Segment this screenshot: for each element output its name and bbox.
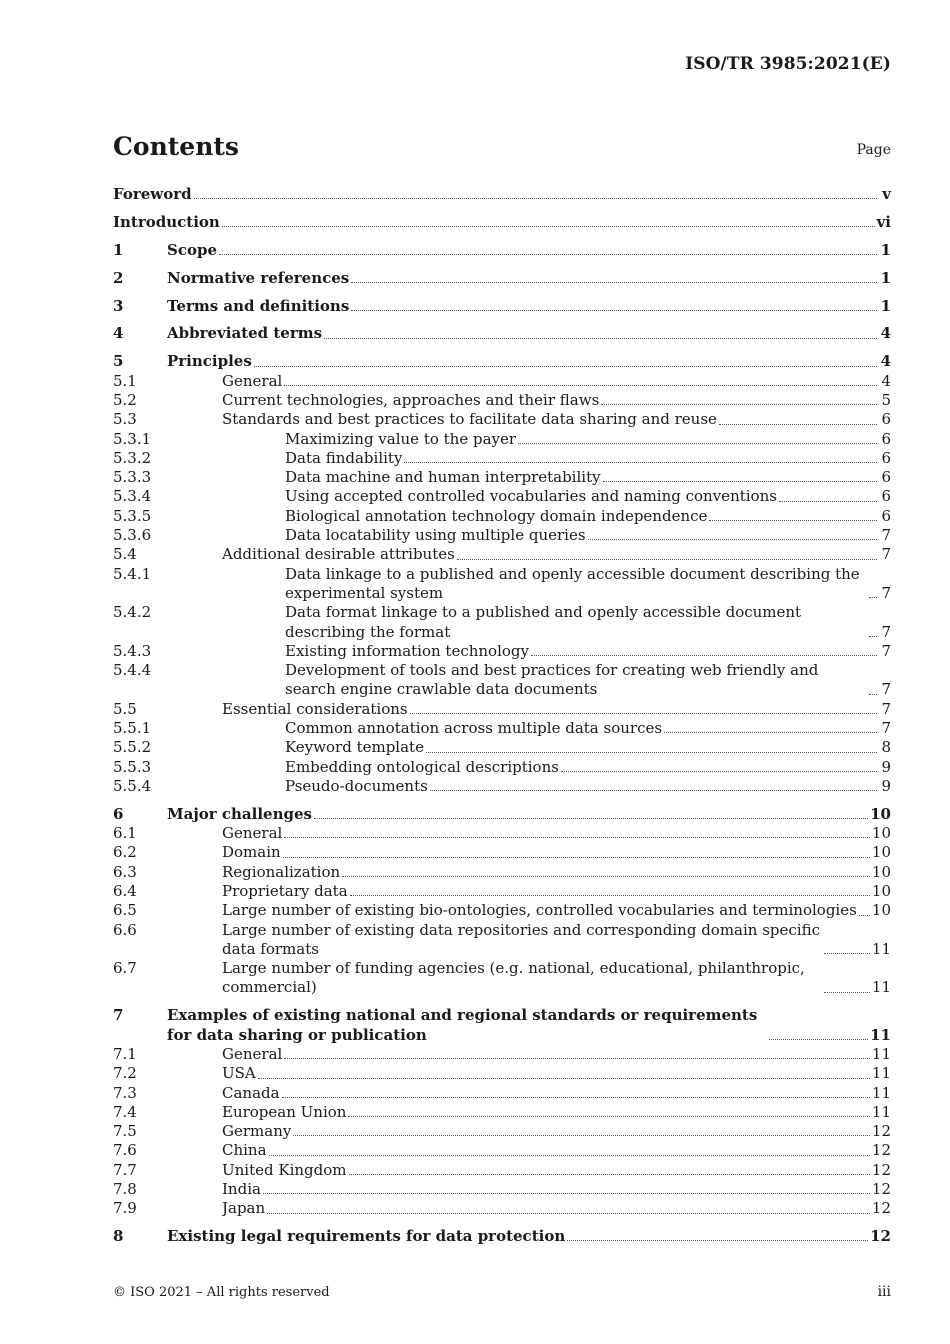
toc-entry-page: 1	[880, 268, 891, 287]
toc-entry-title: Canada	[222, 1083, 280, 1102]
toc-entry[interactable]	[113, 1103, 891, 1122]
toc-entry[interactable]	[113, 1006, 891, 1045]
toc-entry-title: Principles	[167, 352, 252, 371]
toc-entry[interactable]	[113, 269, 891, 288]
toc-entry[interactable]	[113, 738, 891, 757]
toc-entry-number: 7.9	[113, 1199, 137, 1218]
toc-entry-number: 5.5.1	[113, 718, 152, 737]
toc-entry-page: 12	[871, 1199, 891, 1218]
toc-entry-number: 6.4	[113, 881, 137, 900]
toc-entry-title: Biological annotation technology domain independence	[285, 506, 708, 525]
toc-entry[interactable]	[113, 719, 891, 738]
dot-leader	[263, 1192, 870, 1194]
toc-entry-number: 5.3	[113, 410, 137, 429]
toc-entry-title: India	[222, 1180, 261, 1198]
toc-entry[interactable]	[113, 1227, 891, 1246]
toc-entry-title: Terms and definitions	[167, 296, 350, 315]
toc-entry-number: 5.3.6	[113, 526, 152, 545]
toc-entry-number: 6.2	[113, 843, 137, 862]
toc-entry-title: Large number of funding agencies (e.g. national, educational, philanthropic, commercial)	[222, 959, 805, 997]
toc-entry[interactable]	[113, 1180, 891, 1199]
toc-entry-page: 7	[881, 680, 891, 699]
toc-entry-number: 5.3.1	[113, 429, 152, 448]
toc-entry-page: 7	[881, 545, 891, 564]
toc-entry-title: Using accepted controlled vocabularies and naming conventions	[285, 487, 777, 506]
dot-leader	[601, 403, 877, 405]
toc-entry-title: Introduction	[113, 212, 220, 231]
toc-entry-title: Data format linkage to a published and openly accessible document describing the format	[285, 603, 802, 641]
toc-entry-page: 12	[871, 1180, 891, 1198]
toc-entry[interactable]	[113, 1122, 891, 1141]
toc-entry[interactable]	[113, 805, 891, 824]
toc-entry-number: 6.1	[113, 824, 137, 843]
document-id: ISO/TR 3985:2021(E)	[685, 54, 891, 74]
toc-entry[interactable]	[113, 700, 891, 719]
toc-entry-number: 5.3.2	[113, 448, 152, 467]
toc-entry-number: 7.5	[113, 1122, 137, 1141]
dot-leader	[603, 480, 877, 482]
dot-leader	[282, 1096, 870, 1098]
toc-entry-number: 5.3.3	[113, 468, 152, 487]
dot-leader	[531, 654, 877, 656]
dot-leader	[293, 1134, 870, 1136]
toc-entry[interactable]	[113, 545, 891, 564]
toc-entry[interactable]	[113, 526, 891, 545]
toc-entry[interactable]	[113, 213, 891, 232]
dot-leader	[410, 712, 877, 714]
toc-entry-number: 6.7	[113, 959, 137, 978]
toc-entry-title: Japan	[222, 1199, 266, 1218]
toc-entry-page: 10	[871, 824, 891, 843]
toc-entry[interactable]	[113, 352, 891, 371]
toc-entry-title: Regionalization	[222, 862, 341, 881]
dot-leader	[457, 558, 877, 560]
toc-entry-title: Large number of existing bio-ontologies, controlled vocabularies and terminologies	[222, 901, 857, 920]
toc-entry-title: Pseudo-documents	[285, 776, 428, 795]
toc-entry-title: Data locatability using multiple queries	[285, 526, 586, 545]
toc-entry-page: v	[882, 185, 891, 203]
toc-entry-page: vi	[876, 212, 891, 231]
dot-leader	[869, 596, 877, 598]
dot-leader	[518, 442, 877, 444]
toc-entry[interactable]	[113, 758, 891, 777]
toc-entry-title: Current technologies, approaches and their flaws	[222, 390, 600, 409]
toc-entry[interactable]	[113, 1045, 891, 1064]
toc-entry-page: 1	[880, 296, 891, 315]
toc-entry-page: 10	[871, 881, 891, 900]
toc-entry-title: Proprietary data	[222, 881, 348, 900]
toc-entry-title: Normative references	[167, 268, 350, 287]
toc-entry-title: Common annotation across multiple data sources	[285, 718, 663, 737]
toc-entry[interactable]	[113, 959, 891, 998]
dot-leader	[351, 281, 877, 283]
toc-entry-page: 7	[881, 526, 891, 545]
toc-entry-page: 10	[871, 843, 891, 862]
dot-leader	[324, 337, 877, 339]
dot-leader	[769, 1038, 868, 1040]
toc-entry[interactable]	[113, 297, 891, 316]
toc-entry-page: 12	[871, 1160, 891, 1179]
toc-entry-page: 6	[881, 506, 891, 525]
toc-entry-page: 11	[871, 1102, 891, 1121]
toc-entry-number: 6	[113, 804, 124, 823]
toc-entry-title: European Union	[222, 1102, 347, 1121]
dot-leader	[258, 1077, 870, 1079]
toc-entry-number: 7.4	[113, 1102, 137, 1121]
toc-entry-page: 6	[881, 429, 891, 448]
toc-entry-number: 8	[113, 1227, 124, 1246]
toc-entry-page: 10	[871, 862, 891, 881]
dot-leader	[859, 914, 870, 916]
dot-leader	[561, 770, 877, 772]
toc-entry-page: 4	[880, 324, 891, 343]
toc-entry-title: United Kingdom	[222, 1160, 347, 1179]
toc-entry-number: 5.4.3	[113, 641, 152, 660]
toc-entry-number: 5.4	[113, 545, 137, 564]
toc-entry-number: 5.5.4	[113, 776, 152, 795]
toc-entry-number: 7.7	[113, 1160, 137, 1179]
toc-entry-page: 1	[880, 240, 891, 259]
toc-entry-page: 11	[871, 1083, 891, 1102]
toc-entry[interactable]	[113, 843, 891, 862]
toc-entry-page: 6	[881, 448, 891, 467]
toc-entry-number: 7.6	[113, 1141, 137, 1160]
toc-entry-title: Essential considerations	[222, 699, 408, 718]
toc-entry-title: Data linkage to a published and openly accessible document describing the experimental system	[285, 564, 860, 602]
dot-leader	[348, 1115, 869, 1117]
toc-entry-number: 5	[113, 352, 124, 371]
toc-entry-number: 5.4.1	[113, 564, 152, 583]
toc-entry[interactable]	[113, 642, 891, 661]
toc-entry-page: 7	[881, 622, 891, 641]
toc-entry-title: Development of tools and best practices for creating web friendly and search engine crawlable data documents	[285, 661, 819, 699]
toc-entry-title: Domain	[222, 843, 281, 862]
toc-entry-title: Examples of existing national and regional standards or requirements for data sharing or publication	[167, 1006, 758, 1044]
toc-entry-number: 2	[113, 268, 124, 287]
toc-entry-number: 7.1	[113, 1044, 137, 1063]
toc-entry[interactable]	[113, 507, 891, 526]
toc-entry[interactable]	[113, 1084, 891, 1103]
toc-entry[interactable]	[113, 324, 891, 343]
toc-entry-page: 11	[871, 978, 891, 997]
toc-entry-title: Keyword template	[285, 738, 424, 757]
dot-leader	[824, 991, 870, 993]
toc-entry-number: 6.6	[113, 920, 137, 939]
toc-entry-page: 9	[881, 776, 891, 795]
toc-entry-title: Abbreviated terms	[167, 324, 323, 343]
toc-entry[interactable]	[113, 603, 891, 642]
toc-entry-number: 4	[113, 324, 124, 343]
dot-leader	[351, 309, 877, 311]
dot-leader	[314, 817, 868, 819]
toc-entry[interactable]	[113, 661, 891, 700]
dot-leader	[404, 461, 877, 463]
toc-entry[interactable]	[113, 391, 891, 410]
toc-entry-title: Scope	[167, 240, 218, 259]
toc-entry-title: Data machine and human interpretability	[285, 468, 601, 487]
toc-entry-title: Data findability	[285, 448, 403, 467]
toc-entry[interactable]	[113, 1161, 891, 1180]
toc-entry-title: Maximizing value to the payer	[285, 429, 517, 448]
toc-entry[interactable]	[113, 921, 891, 960]
toc-entry-page: 12	[870, 1227, 891, 1246]
toc-entry-page: 10	[871, 901, 891, 920]
dot-leader	[719, 423, 877, 425]
dot-leader	[824, 952, 870, 954]
toc-entry-title: General	[222, 371, 283, 390]
toc-entry-page: 12	[871, 1141, 891, 1160]
toc-entry-page: 12	[871, 1122, 891, 1141]
toc-entry-page: 7	[881, 718, 891, 737]
toc-entry-title: General	[222, 1044, 283, 1063]
toc-entry-page: 4	[880, 352, 891, 371]
toc-entry-title: Embedding ontological descriptions	[285, 757, 559, 776]
toc-entry-number: 6.5	[113, 901, 137, 920]
toc-entry[interactable]	[113, 565, 891, 604]
toc-entry[interactable]	[113, 901, 891, 920]
toc-entry-page: 7	[881, 641, 891, 660]
toc-entry-title: Additional desirable attributes	[222, 545, 455, 564]
toc-entry-number: 7.2	[113, 1064, 137, 1083]
toc-entry[interactable]	[113, 185, 891, 204]
dot-leader	[430, 789, 877, 791]
toc-entry-title: Foreword	[113, 185, 192, 203]
toc-entry-page: 11	[871, 1044, 891, 1063]
page-column-label: Page	[856, 142, 891, 158]
dot-leader	[269, 1154, 870, 1156]
toc-entry-number: 5.4.2	[113, 603, 152, 622]
toc-entry-number: 5.5.2	[113, 738, 152, 757]
dot-leader	[426, 751, 877, 753]
dot-leader	[664, 731, 877, 733]
dot-leader	[222, 225, 875, 227]
dot-leader	[709, 519, 877, 521]
toc-entry-number: 7	[113, 1006, 124, 1025]
toc-entry[interactable]	[113, 372, 891, 391]
dot-leader	[342, 875, 870, 877]
toc-entry-title: Existing information technology	[285, 641, 529, 660]
toc-entry-title: General	[222, 824, 283, 843]
toc-entry-number: 5.5.3	[113, 757, 152, 776]
toc-entry-page: 11	[870, 1025, 891, 1044]
toc-entry-title: Large number of existing data repositories and corresponding domain specific data formats	[222, 920, 821, 958]
toc-entry-number: 5.3.5	[113, 506, 152, 525]
dot-leader	[194, 197, 877, 199]
toc-entry-number: 3	[113, 296, 124, 315]
toc-entry-page: 7	[881, 699, 891, 718]
page-number: iii	[877, 1284, 891, 1300]
dot-leader	[869, 693, 877, 695]
toc-entry[interactable]	[113, 449, 891, 468]
toc-entry-page: 5	[881, 390, 891, 409]
toc-entry-page: 8	[881, 738, 891, 757]
dot-leader	[350, 894, 870, 896]
toc-entry[interactable]	[113, 1064, 891, 1083]
dot-leader	[588, 538, 877, 540]
toc-entry-page: 6	[881, 410, 891, 429]
toc-entry[interactable]	[113, 430, 891, 449]
dot-leader	[779, 500, 877, 502]
toc-entry-page: 6	[881, 487, 891, 506]
toc-entry-number: 1	[113, 240, 124, 259]
toc-entry-number: 6.3	[113, 862, 137, 881]
toc-entry-number: 5.4.4	[113, 661, 152, 680]
toc-entry-page: 11	[871, 1064, 891, 1083]
dot-leader	[869, 635, 877, 637]
toc-entry-page: 9	[881, 757, 891, 776]
toc-entry-page: 6	[881, 468, 891, 487]
toc-entry[interactable]	[113, 468, 891, 487]
toc-entry-number: 5.3.4	[113, 487, 152, 506]
toc-entry[interactable]	[113, 241, 891, 260]
toc-entry[interactable]	[113, 487, 891, 506]
dot-leader	[567, 1239, 868, 1241]
dot-leader	[349, 1173, 870, 1175]
toc-entry-title: Standards and best practices to facilitate data sharing and reuse	[222, 410, 717, 429]
table-of-contents	[113, 185, 891, 1246]
dot-leader	[284, 384, 877, 386]
dot-leader	[284, 836, 870, 838]
dot-leader	[219, 253, 877, 255]
toc-entry[interactable]	[113, 777, 891, 796]
dot-leader	[254, 365, 877, 367]
toc-entry[interactable]	[113, 410, 891, 429]
toc-entry-page: 10	[870, 804, 891, 823]
dot-leader	[284, 1057, 870, 1059]
toc-entry-number: 5.1	[113, 371, 137, 390]
toc-entry[interactable]	[113, 882, 891, 901]
toc-entry[interactable]	[113, 1141, 891, 1160]
toc-entry-number: 5.5	[113, 699, 137, 718]
toc-entry-number: 7.8	[113, 1180, 137, 1198]
toc-entry-title: Germany	[222, 1122, 292, 1141]
dot-leader	[283, 856, 870, 858]
toc-entry-number: 7.3	[113, 1083, 137, 1102]
toc-entry-title: Major challenges	[167, 804, 312, 823]
toc-entry[interactable]	[113, 1199, 891, 1218]
toc-entry[interactable]	[113, 863, 891, 882]
toc-entry-page: 11	[871, 939, 891, 958]
toc-entry-title: Existing legal requirements for data protection	[167, 1227, 566, 1246]
toc-entry-page: 7	[881, 583, 891, 602]
toc-entry-page: 4	[881, 371, 891, 390]
page-title: Contents	[113, 132, 240, 161]
toc-entry-number: 5.2	[113, 390, 137, 409]
toc-entry-title: USA	[222, 1064, 256, 1083]
toc-entry[interactable]	[113, 824, 891, 843]
toc-entry-title: China	[222, 1141, 267, 1160]
copyright-notice: © ISO 2021 – All rights reserved	[113, 1285, 330, 1300]
dot-leader	[267, 1212, 870, 1214]
